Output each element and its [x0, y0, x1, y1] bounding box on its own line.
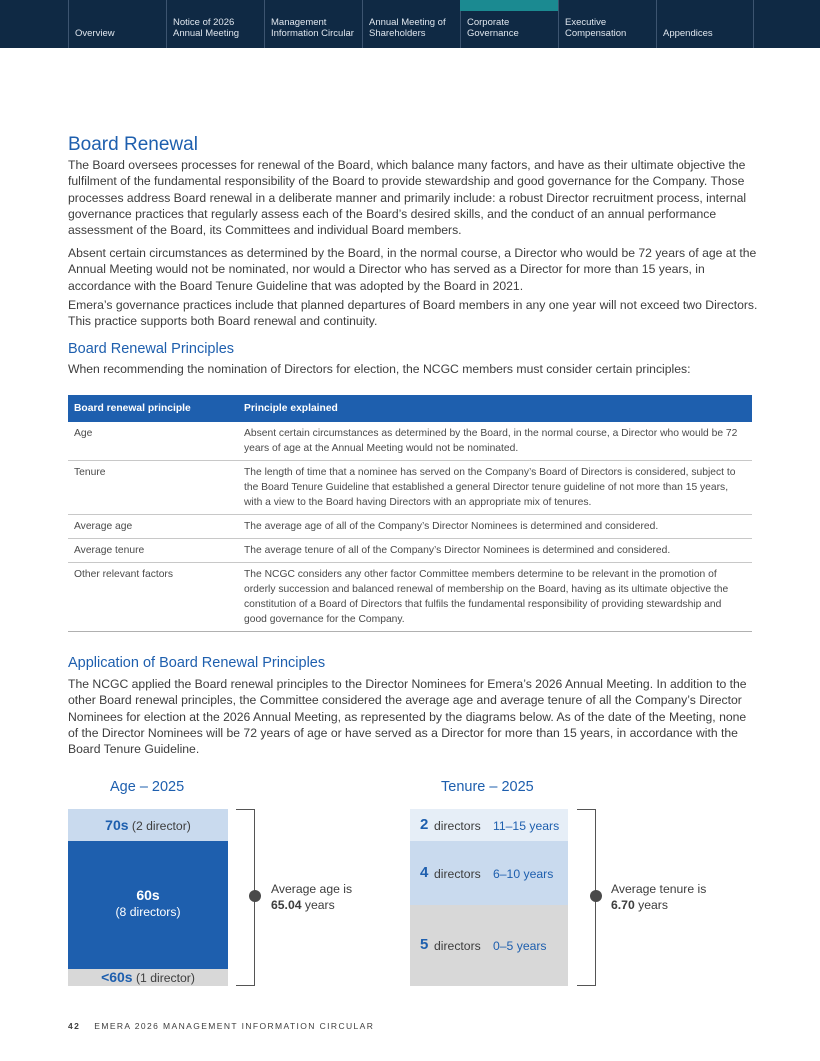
explanation-cell: The average age of all of the Company’s Director Nominees is determined and considered.: [238, 515, 752, 539]
segment-word: directors: [434, 939, 481, 953]
principle-cell: Average tenure: [68, 539, 238, 563]
segment-label: 70s: [105, 817, 129, 833]
tenure-segment-0-5: [410, 905, 568, 986]
page-number: 42: [68, 1021, 81, 1031]
application-heading: Application of Board Renewal Principles: [68, 655, 326, 671]
table-row: [68, 461, 752, 515]
nav-tab-executive-compensation[interactable]: [558, 0, 656, 48]
segment-range: 11–15 years: [493, 819, 560, 833]
tenure-diagram-title: Tenure – 2025: [441, 779, 534, 795]
average-age-callout: [271, 881, 352, 913]
segment-detail: (1 director): [136, 971, 195, 985]
segment-count: 4: [420, 864, 429, 881]
age-bracket-dot: [249, 890, 261, 902]
table-header-row: [68, 395, 752, 422]
table-row: [68, 422, 752, 461]
segment-count: 5: [420, 936, 429, 953]
paragraph-1: The Board oversees processes for renewal of the Board, which balance many factors, and have as their ultimate objective the fulfilment of the fundamental responsibility of the Board to provide stewardship and good governance for the Company. Those processes address Board renewal in a deliberate manner and primarily include: a robust Director recruitment process, internal governance practices that regularly assess each of the Board’s desired skills, and the conduct of an annual performance assessment of the Board, its Committees and individual Board members.: [68, 158, 747, 238]
table-row: [68, 563, 752, 632]
column-header-explained: Principle explained: [238, 395, 752, 422]
principle-cell: Average age: [68, 515, 238, 539]
principles-table: [68, 395, 752, 632]
nav-tab-overview[interactable]: [68, 0, 166, 48]
average-age-value: 65.04: [271, 898, 302, 912]
age-segment-60s: [68, 841, 228, 969]
principles-heading: Board Renewal Principles: [68, 341, 235, 357]
application-text: The NCGC applied the Board renewal principles to the Director Nominees for Emera’s 2026 Annual Meeting. In addition to the other Board renewal principles, the Committee considered the average age and average tenure of all the Company’s Director Nominees for election at the 2026 Annual Meeting, as represented by the diagrams below. As of the date of the Meeting, none of the Director Nominees will be 72 years of age or have served as a Director for more than 15 years, in accordance with the Board Tenure Guideline.: [68, 677, 747, 757]
nav-tab-management-information-circular[interactable]: [264, 0, 362, 48]
nav-tab-annual-meeting-of-shareholders[interactable]: [362, 0, 460, 48]
average-age-unit: years: [304, 898, 335, 912]
paragraph-2: Absent certain circumstances as determined by the Board, in the normal course, a Director who would be 72 years of age at the Annual Meeting would not be nominated, nor would a Director who has served as a Director for more than 15 years, in accordance with the Board Tenure Guideline that was adopted by the Board in 2021.: [68, 246, 757, 293]
top-navigation: [0, 0, 820, 48]
tenure-segment-11-15: [410, 809, 568, 841]
nav-tab-corporate-governance[interactable]: [460, 0, 558, 48]
explanation-cell: The NCGC considers any other factor Committee members determine to be relevant in the promotion of orderly succession and balanced renewal of membership on the Board, having as its ultimate objective the constitution of a Board of Directors that fulfils the fundamental responsibility of providing stewardship and good governance for the Company.: [238, 563, 752, 632]
segment-label: <60s: [101, 969, 133, 985]
average-tenure-unit: years: [638, 898, 668, 912]
tenure-bracket-dot: [590, 890, 602, 902]
tenure-segment-6-10: [410, 841, 568, 905]
segment-count: 2: [420, 816, 429, 833]
segment-word: directors: [434, 819, 481, 833]
publication-name: EMERA 2026 MANAGEMENT INFORMATION CIRCULAR: [94, 1021, 375, 1031]
age-segment-70s: [68, 809, 228, 841]
segment-range: 6–10 years: [493, 867, 554, 881]
nav-tab-appendices[interactable]: [656, 0, 754, 48]
table-row: [68, 539, 752, 563]
principle-cell: Other relevant factors: [68, 563, 238, 632]
average-tenure-prefix: Average tenure is: [611, 882, 707, 896]
principle-cell: Age: [68, 422, 238, 461]
age-segment-under-60: [68, 969, 228, 986]
nav-tab-label: Overview: [75, 28, 115, 39]
nav-tab-label: Executive Compensation: [565, 17, 627, 39]
segment-label: 60s: [136, 887, 160, 903]
segment-detail: (8 directors): [115, 905, 181, 919]
principles-intro: When recommending the nomination of Directors for election, the NCGC members must consider certain principles:: [68, 362, 691, 376]
page-heading: Board Renewal: [68, 134, 198, 155]
age-diagram-title: Age – 2025: [110, 779, 185, 795]
explanation-cell: Absent certain circumstances as determined by the Board, in the normal course, a Director who would be 72 years of age at the Annual Meeting would not be nominated.: [238, 422, 752, 461]
table-row: [68, 515, 752, 539]
nav-tab-label: Annual Meeting of Shareholders: [369, 17, 446, 39]
nav-tab-label: Management Information Circular: [271, 17, 354, 39]
page-footer: [68, 1021, 374, 1031]
principle-cell: Tenure: [68, 461, 238, 515]
segment-range: 0–5 years: [493, 939, 547, 953]
explanation-cell: The average tenure of all of the Company’s Director Nominees is determined and considered.: [238, 539, 752, 563]
average-tenure-callout: [611, 881, 706, 913]
segment-detail: (2 director): [131, 819, 191, 833]
explanation-cell: The length of time that a nominee has served on the Company’s Board of Directors is considered, subject to the Board Tenure Guideline that established a general Director tenure guideline of not more than 15 years, with a view to the Board having Directors with an appropriate mix of tenures.: [238, 461, 752, 515]
nav-tab-notice-of-annual-meeting[interactable]: [166, 0, 264, 48]
nav-tab-label: Notice of 2026 Annual Meeting: [173, 17, 240, 39]
nav-tab-label: Appendices: [663, 28, 713, 39]
segment-word: directors: [434, 867, 481, 881]
average-age-prefix: Average age is: [271, 882, 353, 896]
average-tenure-value: 6.70: [611, 898, 635, 912]
nav-tab-label: Corporate Governance: [467, 17, 519, 39]
column-header-principle: Board renewal principle: [68, 395, 238, 422]
paragraph-3: Emera’s governance practices include that planned departures of Board members in any one year will not exceed two Directors. This practice supports both Board renewal and continuity.: [68, 298, 758, 329]
